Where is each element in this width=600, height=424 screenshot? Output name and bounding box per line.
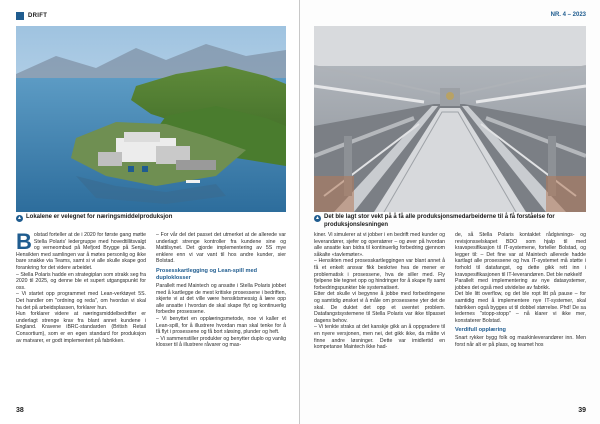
paragraph: – Hensikten med prosesskartleggingen var blant annet å få et enkelt ansvar fikk beskrive hva de mener er problematisk i prosessene, hva de siller med. Fly fjelpene ble tegnet opp og hindringer for å skape fly samt forbedringspunkter ble systematisert. bbox=[314, 258, 445, 291]
conveyor-photo-illustration bbox=[314, 26, 586, 212]
drop-cap: B bbox=[16, 229, 32, 254]
aerial-photo-illustration bbox=[16, 26, 286, 212]
page-number: 38 bbox=[16, 407, 24, 414]
paragraph: – Stella Polaris hadde en strategiplan som strakk seg fra 2020 til 2025, og denne ble et supert utgangspunkt for oss. bbox=[16, 271, 146, 291]
paragraph: de, så Stella Polaris kontaktet rådgivnings- og revisjonsselskapet BDO som hjalp til med kravspesifikasjon til IT-systemene, forteller Bolstad, og legger til: – Det fine var at Maintech allerede hadde kartlagt alle prosessene og hva IT-systemet må støtte i forhold til datafangst, og dette gikk rett inn i kravspesifikasjonen til IT-leverandøren. Det ble nøkkelt! bbox=[455, 232, 586, 278]
section-marker bbox=[16, 12, 24, 20]
paragraph: Parallelt med Maintech og ansatte i Stella Polaris jobbet med å kartlegge de mest kritiske prosessene i bedriften, skjerte vi at det ville være hensiktsmessig å lære opp alle ansatte i hvordan de skal skape flyt og kontinuerlig forbedre prosessene. bbox=[156, 282, 286, 316]
body-columns bbox=[314, 232, 586, 351]
arrow-up-icon: ▲ bbox=[17, 215, 22, 221]
aerial-factory-photo bbox=[16, 26, 286, 212]
paragraph: – Vi sammenstiller produkter og benytter duplo og vanlig klosser til å illustrere råvarer og mas- bbox=[156, 335, 286, 349]
paragraph: – Vi benyttet en opplæringsmetode, noe vi kaller et Lean-spill, for å illustrere hvordan man skal tenke for å få flyt i prosessene og få bort sløsing, plunder og heft. bbox=[156, 315, 286, 336]
paragraph: – For vår del det passet det utmerket at de allerede var underlagt strenge kontroller fra kundene sine og Mattilsynet. Det gjorde implementering av 5S mye enklere enn vi var vant til hos andre kunder, sier Bolstad. bbox=[156, 232, 286, 265]
photo-caption bbox=[16, 214, 286, 222]
production-line-photo bbox=[314, 26, 586, 212]
issue-label: NR. 4 – 2023 bbox=[550, 12, 586, 18]
column-2 bbox=[156, 232, 286, 349]
paragraph: – Vi tenkte straks at det kanskje gikk an å oppgradere til en nyere versjonen, men nei, det gikk ikke, da måtte vi finne andre løsninger. Dette var imidlertid en kompetanse Maintech ikke had- bbox=[314, 324, 445, 351]
caption-text: Lokalene er velegnet for næringsmiddelproduksjon bbox=[26, 214, 173, 220]
paragraph: kiner. Vi simulerer at vi jobber i en bedrift med kunder og leverandører, sjefer og operatører – og øver på hvordan alle ansatte kan bidra til kontinuerlig forbedring gjennom såkalte «tavlemøter». bbox=[314, 232, 445, 258]
column-2 bbox=[455, 232, 586, 351]
section-header bbox=[16, 12, 47, 20]
photo-caption bbox=[314, 214, 586, 229]
arrow-up-icon: ▲ bbox=[315, 215, 320, 221]
paragraph: Bolstad forteller at de i 2020 for første gang møtte Stella Polaris' ledergruppe med hovedtillitsvalgt og verneombud på Mefjord Brygge på Senja. Hensikten med samlingen var å møtes personlig og ikke bare snakke via Teams, samt si vi alle skulle skape god forankring for det videre arbeidet. bbox=[16, 229, 146, 271]
subheading: Verdifull opplæring bbox=[455, 327, 506, 334]
paragraph: – Vi startet opp programmet med Lean-verktøyet 5S. Det handler om "ordning og reda", om hvordan vi skal ha det på arbeidsplassen, forklarer hun. bbox=[16, 291, 146, 311]
page-number: 39 bbox=[578, 407, 586, 414]
subheading: Prosesskartlegging og Lean-spill med duploklosser bbox=[156, 267, 258, 281]
paragraph: Det ble litt overflow, og det ble ropt litt på pause – for samtidig med å implementere nye IT-systemer, skal fabrikken også bygges ut til dobbel størrelse. Phd! De sa ledernes "stopp-stopp" – nå klarer vi ikke mer, konstaterer Bolstad. bbox=[455, 291, 586, 324]
right-page bbox=[300, 0, 600, 424]
section-label: DRIFT bbox=[28, 13, 48, 19]
caption-text: Det ble lagt stor vekt på å få alle produksjonsmedarbeiderne til å få forståelse for produksjonslesningen bbox=[324, 214, 555, 228]
column-1 bbox=[16, 229, 146, 349]
body-columns bbox=[16, 229, 286, 349]
paragraph: Snart rykker bygg folk og maskinleverandører inn. Men forst når alt er på plass, og teamet hos bbox=[455, 335, 586, 348]
paragraph: Etter det skulle vi begynne å jobbe med forbedringene og samtidig ønsket vi å måle om prosessene yter det de skal. De duktet det opp et uventet problem. Datafangstsystemene til Stella Polaris var ikke tilpasset dagens behov. bbox=[314, 291, 445, 324]
paragraph: Parallelt med implementering av nye datasystemer, jobbes det også med utvidelse av fabrikk. bbox=[455, 278, 586, 291]
column-1 bbox=[314, 232, 445, 351]
paragraph: Hun forklarer videre at næringsmiddelbedrifter er underlagt strenge krav fra blant annet kundene i England. Kravene iBRC-standarden (British Retail Consortium), som er en egen standard for produksjon av matvarer, er godt implementert på fabrikken. bbox=[16, 311, 146, 344]
